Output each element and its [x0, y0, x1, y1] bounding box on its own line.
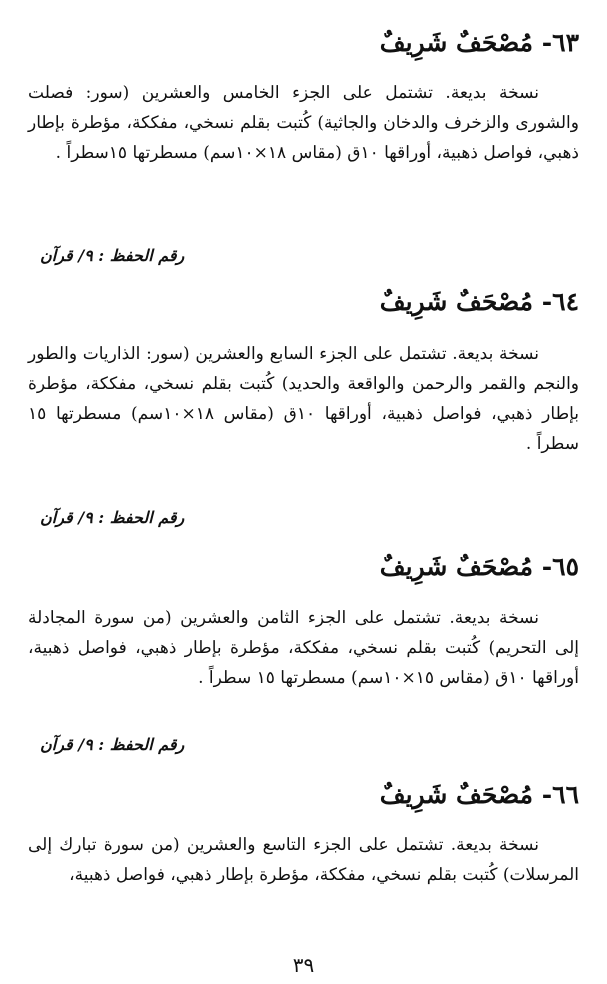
- entry-66-body-text: نسخة بديعة. تشتمل على الجزء التاسع والعشرين (من سورة تبارك إلى المرسلات) كُتبت بقلم نسخي، مفككة، مؤطرة بإطار ذهبي، فواصل ذهبية،: [28, 835, 579, 885]
- entry-65-shelf-mark: رقم الحفظ : ٩/ قرآن: [40, 735, 185, 754]
- page-number: ٣٩: [292, 953, 315, 977]
- entry-63-body-text: نسخة بديعة. تشتمل على الجزء الخامس والعشرين (سور: فصلت والشورى والزخرف والدخان والجاثية) كُتبت بقلم نسخي، مفككة، مؤطرة بإطار ذهبي، فواصل ذهبية، أوراقها ١٠ق (مقاس ١٨×١٠سم) مسطرتها ١٥سطراً .: [28, 83, 579, 163]
- entry-64-body-text: نسخة بديعة. تشتمل على الجزء السابع والعشرين (سور: الذاريات والطور والنجم والقمر والرحمن والواقعة والحديد) كُتبت بقلم نسخي، مفككة، مؤطرة بإطار ذهبي، فواصل ذهبية، أوراقها ١٠ق (مقاس ١٨×١٠سم) مسطرتها ١٥ سطراً .: [28, 344, 580, 454]
- entry-65-title: ٦٥- مُصْحَفٌ شَرِيفٌ: [379, 552, 579, 581]
- entry-65-body: [28, 603, 579, 693]
- entry-63-shelf-mark: رقم الحفظ : ٩/ قرآن: [40, 246, 185, 265]
- entry-64-title: ٦٤- مُصْحَفٌ شَرِيفٌ: [379, 287, 579, 316]
- entry-64-shelf-mark: رقم الحفظ : ٩/ قرآن: [40, 508, 185, 527]
- entry-66-title: ٦٦- مُصْحَفٌ شَرِيفٌ: [379, 780, 579, 809]
- entry-64-body: [28, 339, 579, 459]
- entry-66-body: [28, 830, 579, 890]
- entry-63-body: [28, 78, 579, 168]
- entry-63-title: ٦٣- مُصْحَفٌ شَرِيفٌ: [379, 28, 579, 57]
- entry-65-body-text: نسخة بديعة. تشتمل على الجزء الثامن والعشرين (من سورة المجادلة إلى التحريم) كُتبت بقلم نسخي، مفككة، مؤطرة بإطار ذهبي، فواصل ذهبية، أوراقها ١٠ق (مقاس ١٥×١٠سم) مسطرتها ١٥ سطراً .: [28, 608, 579, 688]
